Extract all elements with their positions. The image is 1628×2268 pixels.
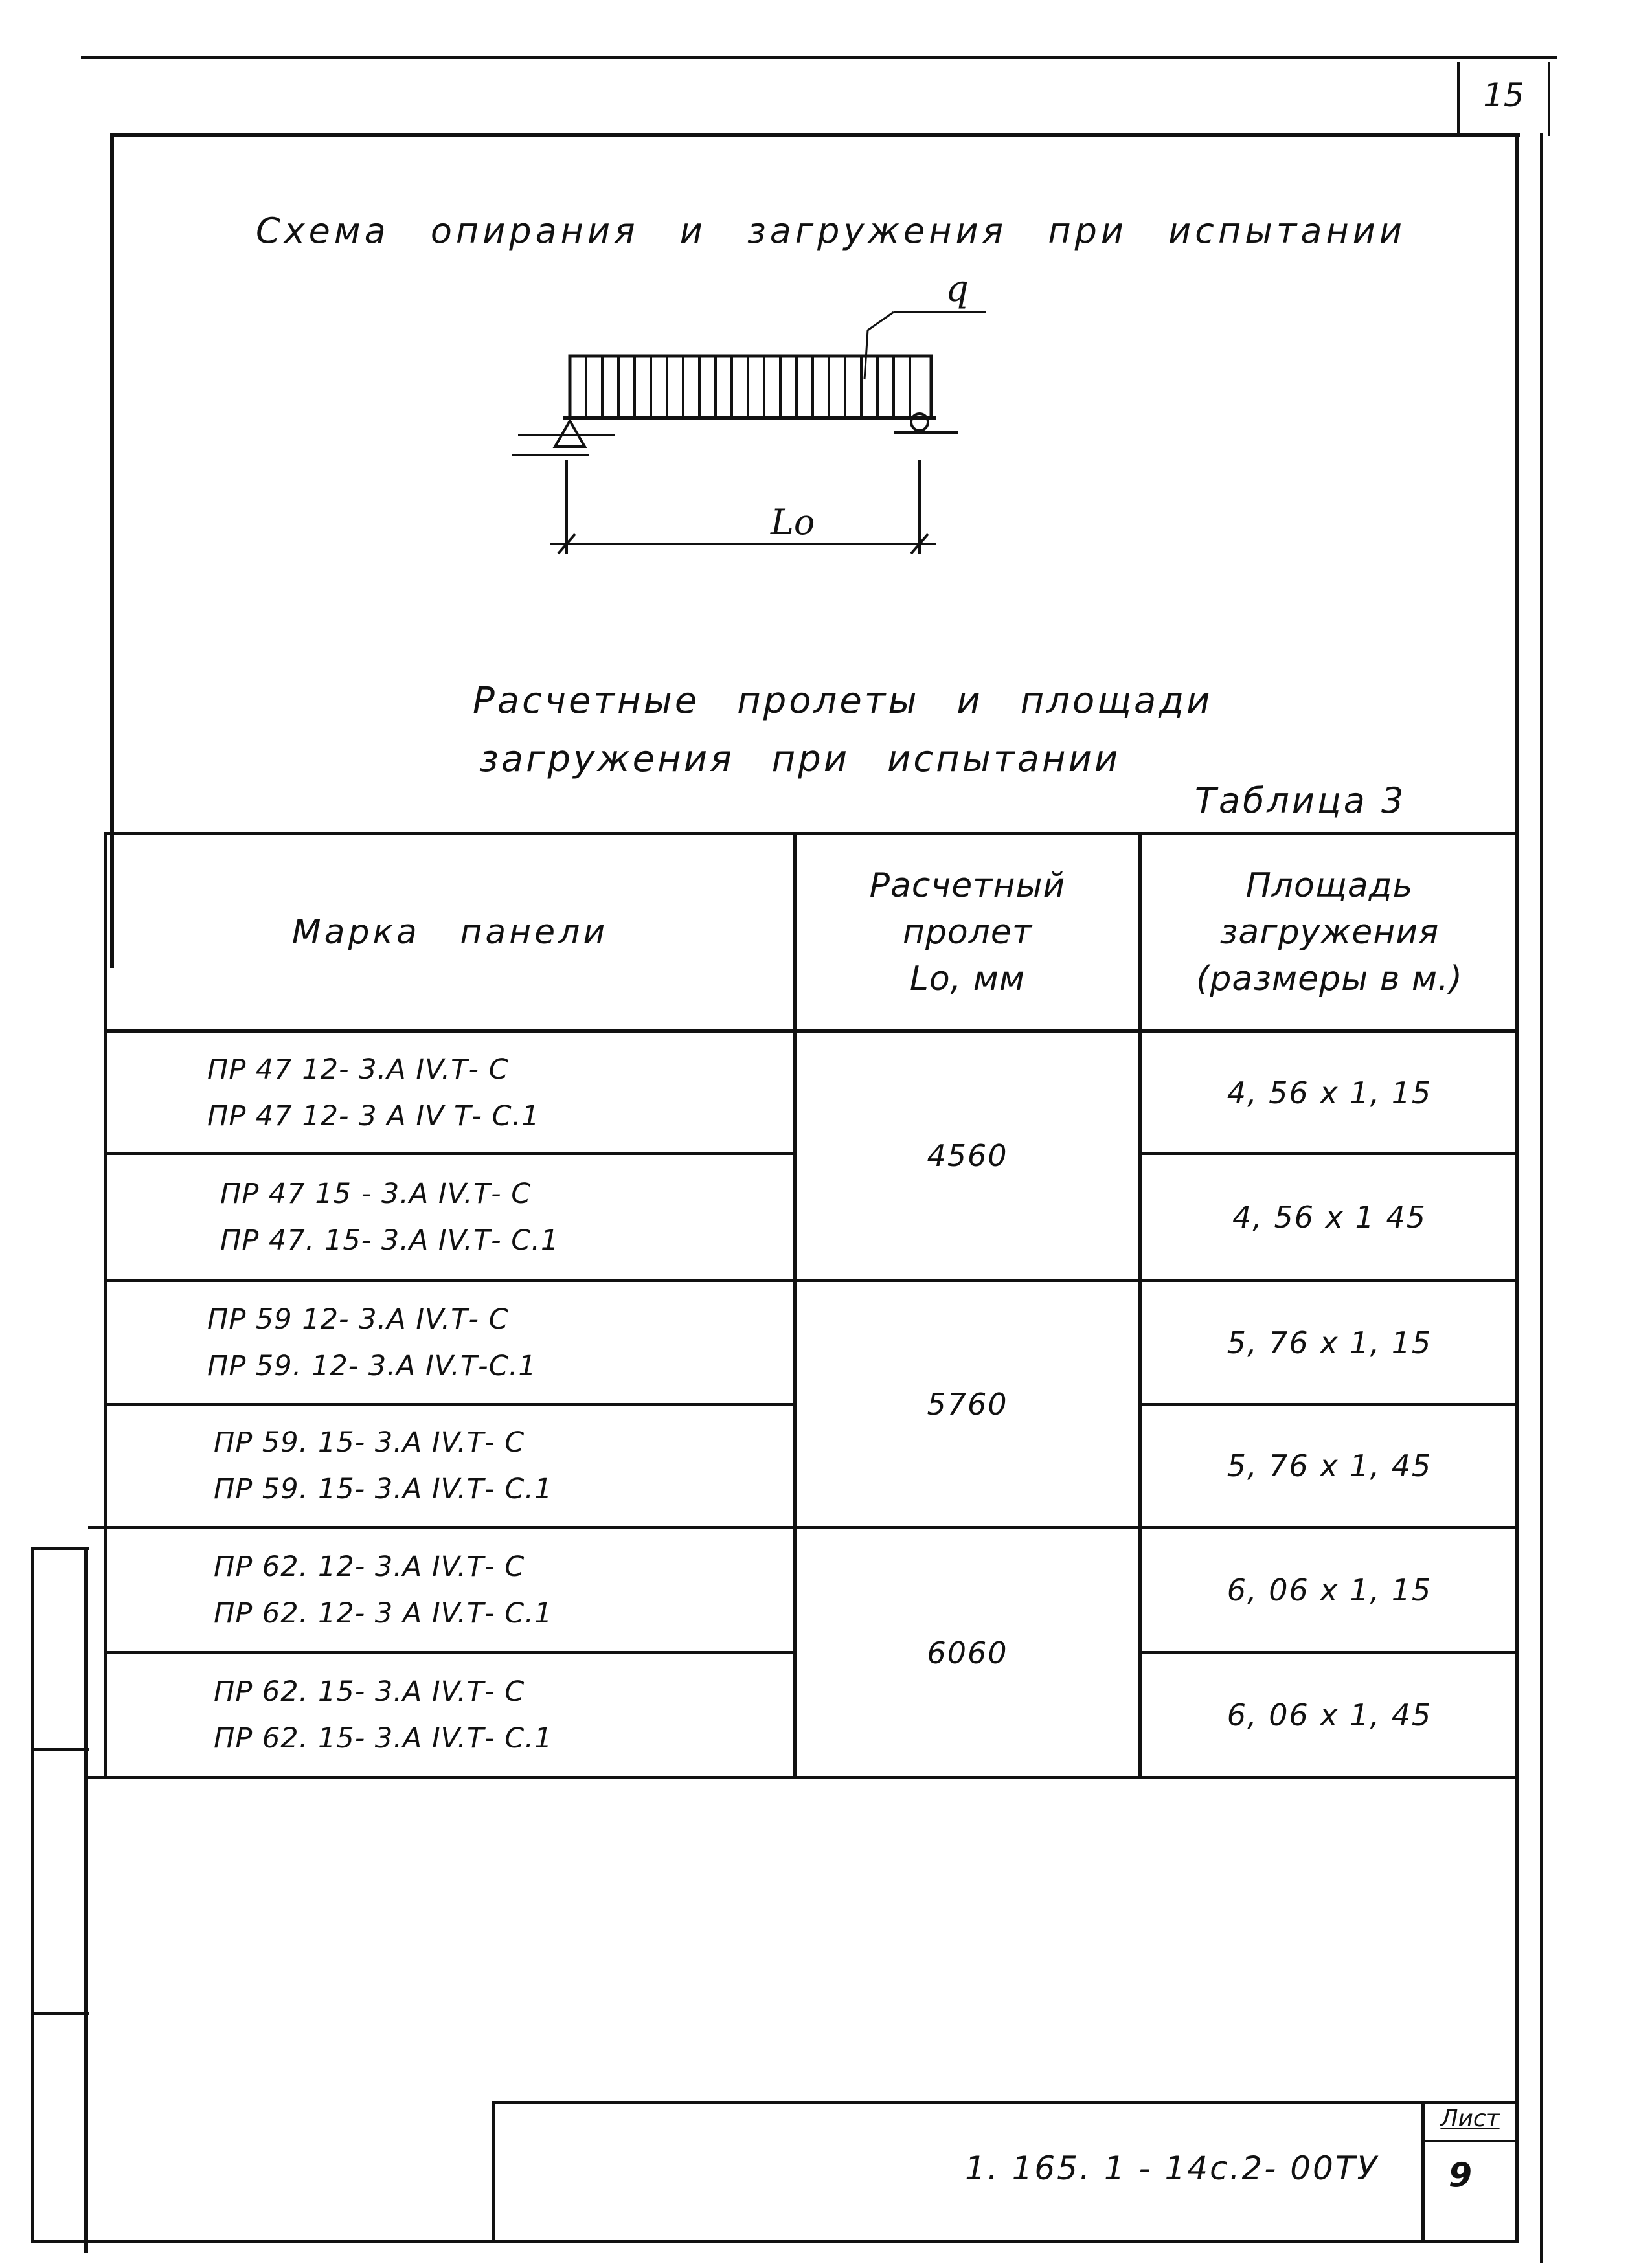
binding-strip-left — [31, 1547, 34, 2243]
table-row — [214, 1406, 790, 1526]
panel-mark: ПР 59. 15- 3.А IV.Т- С.1 — [214, 1473, 553, 1505]
panel-mark: ПР 47 12- 3.А IV.Т- С — [207, 1053, 509, 1086]
area-value-text: 6, 06 х 1, 15 — [1227, 1573, 1432, 1608]
header-mark-text: Марка панели — [291, 913, 609, 952]
panel-mark: ПР 59. 12- 3.А IV.Т-С.1 — [207, 1349, 537, 1382]
outer-right-line — [1540, 133, 1543, 2263]
sheet-label: Лист — [1440, 2105, 1500, 2132]
panel-mark: ПР 62. 12- 3.А IV.Т- С — [214, 1551, 525, 1583]
panel-mark: ПР 47. 15- 3.А IV.Т- С.1 — [220, 1224, 560, 1257]
header-mark — [107, 835, 793, 1029]
title-block-sheet-line — [1423, 2140, 1519, 2142]
title-block-left — [492, 2101, 495, 2243]
diagram-title: Схема опирания и загружения при испытании — [256, 210, 1406, 251]
document-code: 1. 165. 1 - 14с.2- 00ТУ — [965, 2150, 1379, 2187]
area-value-text: 5, 76 х 1, 45 — [1227, 1448, 1432, 1483]
area-value — [1142, 1654, 1517, 1776]
table-row — [214, 1654, 790, 1776]
span-value — [797, 1282, 1138, 1526]
area-value-text: 6, 06 х 1, 45 — [1227, 1697, 1432, 1733]
table-bottom-line — [88, 1776, 1519, 1779]
table-number: Таблица 3 — [1195, 780, 1407, 821]
header-span-line3: Lo, мм — [909, 960, 1026, 998]
panel-mark: ПР 59 12- 3.А IV.Т- С — [207, 1303, 509, 1336]
beam-load-diagram — [505, 265, 1062, 576]
panel-mark: ПР 59. 15- 3.А IV.Т- С — [214, 1426, 525, 1459]
span-value — [797, 1033, 1138, 1279]
panel-mark: ПР 62. 12- 3 А IV.Т- С.1 — [214, 1597, 553, 1630]
header-area — [1142, 835, 1517, 1029]
span-value — [797, 1529, 1138, 1776]
title-block-top — [492, 2101, 1519, 2104]
area-value — [1142, 1033, 1517, 1152]
frame-top — [111, 133, 1520, 137]
header-area-line1: Площадь — [1245, 866, 1414, 905]
span-value-text: 4560 — [927, 1138, 1008, 1173]
frame-left-lower — [84, 1547, 88, 2253]
header-span-line1: Расчетный — [869, 866, 1066, 905]
span-value-text: 5760 — [927, 1386, 1008, 1422]
table-row — [214, 1529, 790, 1651]
header-area-line2: загружения — [1219, 913, 1440, 952]
area-value — [1142, 1282, 1517, 1403]
table-row — [207, 1033, 790, 1152]
header-span — [797, 835, 1138, 1029]
binding-strip-line-2 — [31, 1748, 89, 1751]
header-span-line2: пролет — [902, 913, 1033, 952]
page-number-box-left — [1457, 62, 1460, 136]
panel-mark: ПР 62. 15- 3.А IV.Т- С — [214, 1675, 525, 1708]
area-value — [1142, 1529, 1517, 1651]
span-value-text: 6060 — [927, 1635, 1008, 1670]
load-label: q — [945, 268, 969, 310]
sheet-number: 9 — [1448, 2156, 1473, 2195]
table-title-line2: загружения при испытании — [479, 738, 1121, 780]
area-value — [1142, 1155, 1517, 1279]
panel-mark: ПР 47 12- 3 А IV Т- С.1 — [207, 1099, 540, 1132]
top-border-line — [81, 56, 1557, 59]
area-value-text: 5, 76 х 1, 15 — [1227, 1325, 1432, 1360]
panel-mark: ПР 62. 15- 3.А IV.Т- С.1 — [214, 1722, 553, 1755]
table-row — [220, 1155, 790, 1279]
span-label: Lo — [771, 502, 815, 543]
table-row — [207, 1282, 790, 1403]
frame-bottom — [32, 2240, 1519, 2243]
binding-strip-line-3 — [31, 2012, 89, 2015]
table-title-line1: Расчетные пролеты и площади — [473, 680, 1213, 722]
area-value — [1142, 1406, 1517, 1526]
header-area-line3: (размеры в м.) — [1196, 960, 1463, 998]
area-value-text: 4, 56 х 1, 15 — [1227, 1075, 1432, 1110]
binding-strip-line-1 — [31, 1547, 89, 1550]
panel-mark: ПР 47 15 - 3.А IV.Т- С — [220, 1177, 532, 1210]
area-value-text: 4, 56 х 1 45 — [1232, 1199, 1427, 1235]
page-number-box-right — [1548, 62, 1550, 136]
page-number: 15 — [1483, 76, 1524, 114]
